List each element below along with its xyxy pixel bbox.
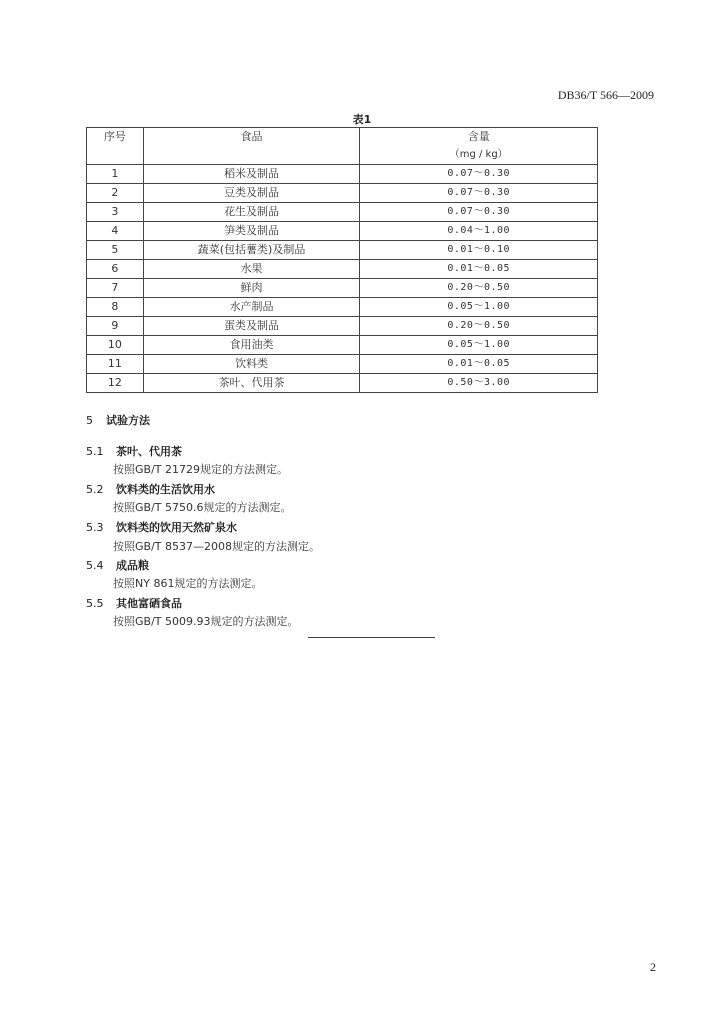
subsection-heading-5-3 <box>86 519 237 535</box>
subsection-number: 5.4 <box>86 559 104 572</box>
subsection-heading-5-5 <box>86 595 182 611</box>
subsection-title: 饮料类的饮用天然矿泉水 <box>116 521 237 534</box>
row-index: 6 <box>87 260 144 279</box>
row-index: 1 <box>87 165 144 184</box>
document-code: DB36/T 566—2009 <box>557 88 654 102</box>
row-value: 0.07～0.30 <box>360 184 598 203</box>
row-index: 8 <box>87 298 144 317</box>
table-header-row <box>87 128 598 165</box>
row-food: 花生及制品 <box>143 203 360 222</box>
header-content <box>360 128 598 165</box>
row-food: 饮料类 <box>143 355 360 374</box>
row-value: 0.20～0.50 <box>360 279 598 298</box>
row-food: 豆类及制品 <box>143 184 360 203</box>
page-number: 2 <box>650 960 656 974</box>
subsection-text-5-1: 按照GB/T 21729规定的方法测定。 <box>113 463 288 476</box>
table-title: 表1 <box>352 113 372 126</box>
row-index: 3 <box>87 203 144 222</box>
table-row <box>87 298 598 317</box>
subsection-title: 饮料类的生活饮用水 <box>116 483 215 496</box>
row-value: 0.04～1.00 <box>360 222 598 241</box>
row-index: 5 <box>87 241 144 260</box>
row-food: 鲜肉 <box>143 279 360 298</box>
section-number: 5 <box>86 414 93 427</box>
subsection-heading-5-1 <box>86 443 182 459</box>
row-index: 10 <box>87 336 144 355</box>
row-value: 0.05～1.00 <box>360 336 598 355</box>
header-content-unit: （mg / kg） <box>449 149 508 160</box>
subsection-text-5-5: 按照GB/T 5009.93规定的方法测定。 <box>113 615 299 628</box>
subsection-title: 茶叶、代用茶 <box>116 445 182 458</box>
row-food: 蛋类及制品 <box>143 317 360 336</box>
table-row <box>87 222 598 241</box>
row-value: 0.07～0.30 <box>360 165 598 184</box>
subsection-title: 成品粮 <box>116 559 149 572</box>
header-content-label: 含量 <box>467 130 490 143</box>
row-value: 0.01～0.10 <box>360 241 598 260</box>
row-food: 食用油类 <box>143 336 360 355</box>
row-value: 0.07～0.30 <box>360 203 598 222</box>
table-row <box>87 241 598 260</box>
row-value: 0.50～3.00 <box>360 374 598 393</box>
row-food: 水产制品 <box>143 298 360 317</box>
section-5-heading <box>86 412 150 428</box>
row-value: 0.01～0.05 <box>360 260 598 279</box>
row-index: 12 <box>87 374 144 393</box>
row-value: 0.05～1.00 <box>360 298 598 317</box>
subsection-number: 5.3 <box>86 521 104 534</box>
row-food: 笋类及制品 <box>143 222 360 241</box>
row-value: 0.20～0.50 <box>360 317 598 336</box>
row-food: 蔬菜(包括薯类)及制品 <box>143 241 360 260</box>
selenium-content-table <box>86 127 598 393</box>
table-row <box>87 374 598 393</box>
row-index: 2 <box>87 184 144 203</box>
row-index: 7 <box>87 279 144 298</box>
row-food: 茶叶、代用茶 <box>143 374 360 393</box>
table-row <box>87 317 598 336</box>
table-row <box>87 336 598 355</box>
header-index: 序号 <box>87 128 144 165</box>
table-row <box>87 279 598 298</box>
subsection-heading-5-2 <box>86 481 215 497</box>
row-value: 0.01～0.05 <box>360 355 598 374</box>
row-index: 4 <box>87 222 144 241</box>
table-row <box>87 203 598 222</box>
end-divider <box>308 637 435 638</box>
table-row <box>87 165 598 184</box>
subsection-number: 5.5 <box>86 597 104 610</box>
row-food: 稻米及制品 <box>143 165 360 184</box>
subsection-text-5-4: 按照NY 861规定的方法测定。 <box>113 577 263 590</box>
subsection-text-5-2: 按照GB/T 5750.6规定的方法测定。 <box>113 501 292 514</box>
row-index: 9 <box>87 317 144 336</box>
subsection-title: 其他富硒食品 <box>116 597 182 610</box>
section-title: 试验方法 <box>106 414 150 427</box>
subsection-heading-5-4 <box>86 557 149 573</box>
row-food: 水果 <box>143 260 360 279</box>
subsection-number: 5.1 <box>86 445 104 458</box>
subsection-text-5-3: 按照GB/T 8537—2008规定的方法测定。 <box>113 540 320 553</box>
header-food: 食品 <box>143 128 360 165</box>
subsection-number: 5.2 <box>86 483 104 496</box>
row-index: 11 <box>87 355 144 374</box>
table-row <box>87 184 598 203</box>
table-row <box>87 260 598 279</box>
table-row <box>87 355 598 374</box>
